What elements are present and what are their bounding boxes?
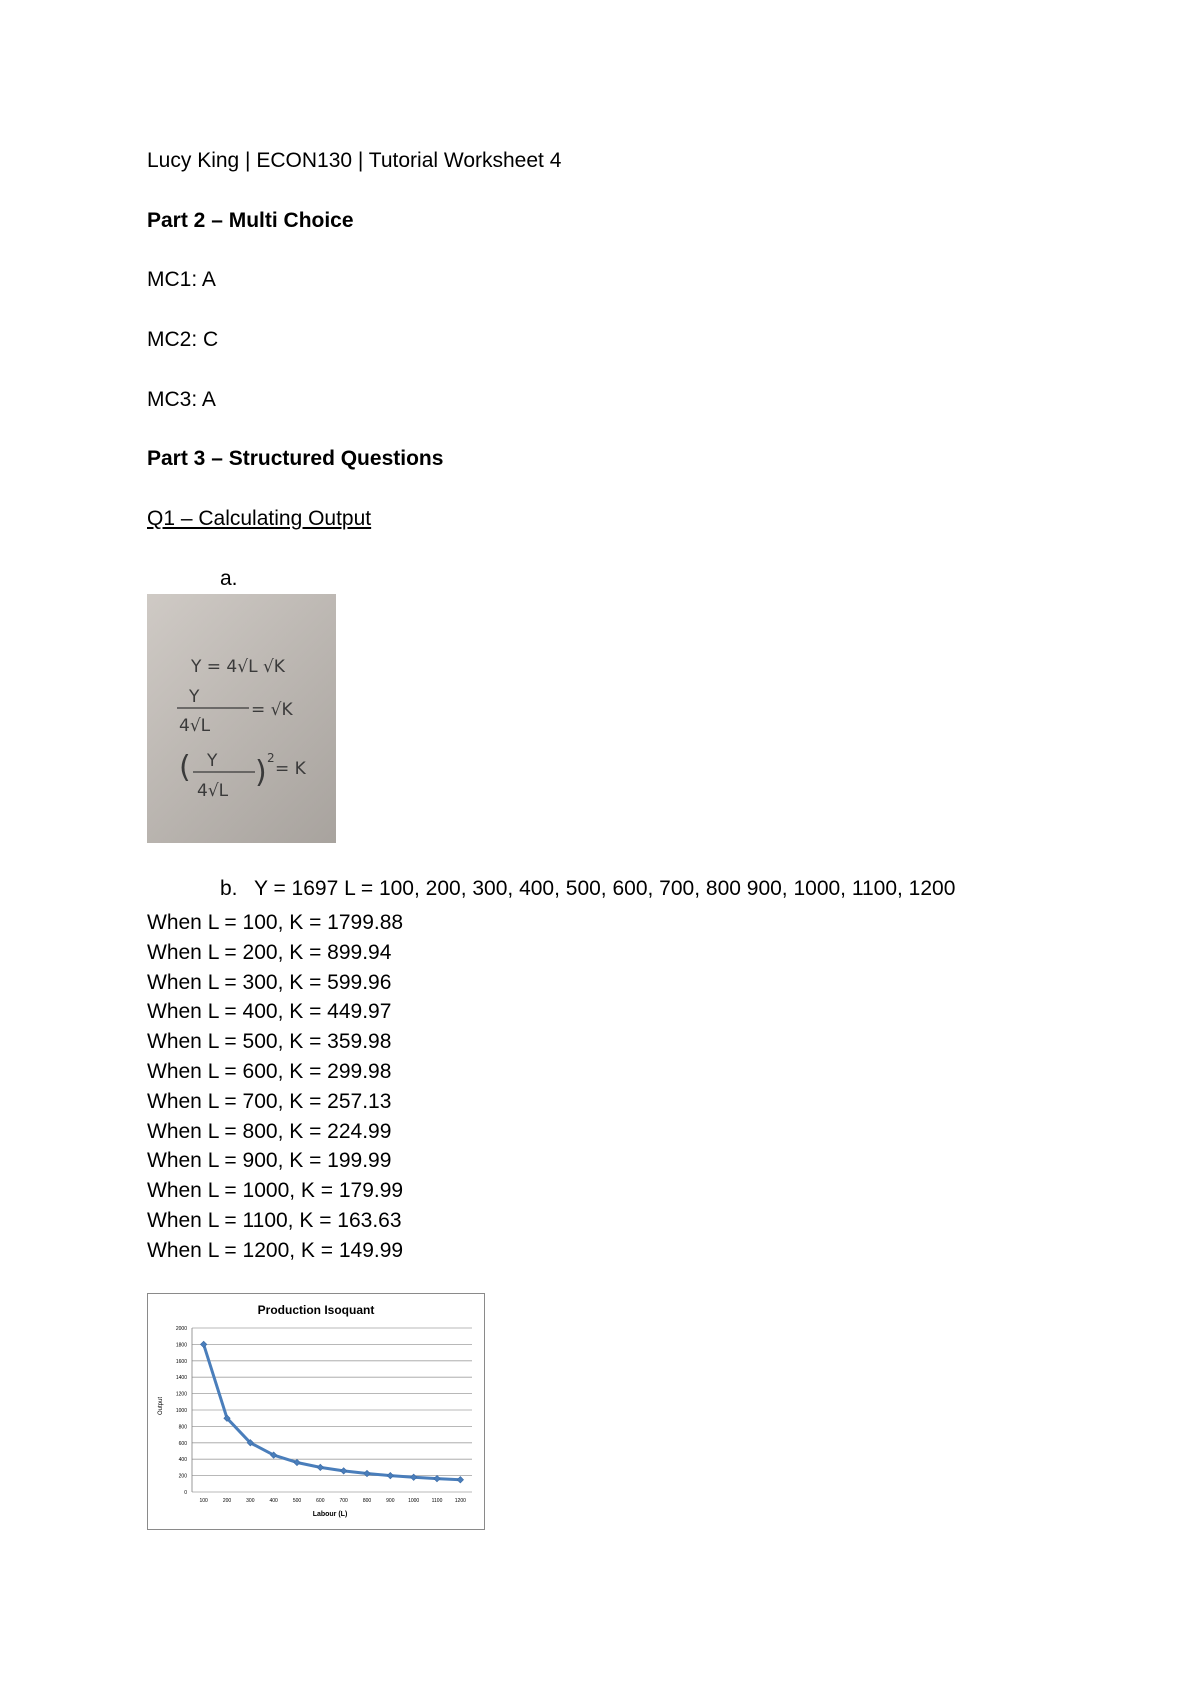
x-tick-label: 300 xyxy=(246,1498,255,1504)
part-a-label: a. xyxy=(220,567,238,590)
part3-heading: Part 3 – Structured Questions xyxy=(147,447,444,470)
handwriting-denominator-2: 4√L xyxy=(197,781,229,801)
data-point xyxy=(457,1477,463,1483)
data-point xyxy=(387,1472,393,1478)
x-axis-label: Labour (L) xyxy=(312,1511,348,1518)
handwriting-drawing xyxy=(147,594,336,843)
handwriting-numerator-2: Y xyxy=(207,751,218,771)
y-tick-label: 1800 xyxy=(175,1342,187,1349)
part-b-label: b. xyxy=(220,877,238,900)
y-axis-label: Output xyxy=(158,1396,164,1416)
handwriting-denominator-1: 4√L xyxy=(179,716,211,736)
result-row: When L = 1200, K = 149.99 xyxy=(147,1238,404,1262)
y-tick-label: 600 xyxy=(178,1440,187,1447)
document-header: Lucy King | ECON130 | Tutorial Worksheet 4 xyxy=(147,149,562,172)
q1-heading: Q1 – Calculating Output xyxy=(147,507,372,530)
x-tick-label: 600 xyxy=(316,1498,325,1504)
x-tick-label: 400 xyxy=(269,1498,278,1504)
handwriting-numerator-1: Y xyxy=(189,687,200,707)
x-tick-label: 1000 xyxy=(408,1498,420,1504)
result-row: When L = 200, K = 899.94 xyxy=(147,940,392,964)
x-tick-label: 700 xyxy=(339,1498,348,1504)
results-list xyxy=(147,908,403,1266)
mc2-answer: MC2: C xyxy=(147,328,219,351)
result-row: When L = 1000, K = 179.99 xyxy=(147,1179,404,1203)
handwriting-rhs-1: = √K xyxy=(251,700,293,720)
x-tick-label: 500 xyxy=(292,1498,302,1504)
chart-svg xyxy=(148,1294,484,1529)
result-row: When L = 1100, K = 163.63 xyxy=(147,1208,402,1232)
result-row: When L = 400, K = 449.97 xyxy=(147,1000,392,1024)
part2-heading: Part 2 – Multi Choice xyxy=(147,209,354,232)
y-tick-label: 1000 xyxy=(175,1408,187,1414)
y-tick-label: 1200 xyxy=(175,1391,187,1398)
result-row: When L = 100, K = 1799.88 xyxy=(147,911,404,934)
result-row: When L = 300, K = 599.96 xyxy=(147,970,392,994)
x-tick-label: 1100 xyxy=(431,1498,443,1504)
y-tick-label: 800 xyxy=(178,1424,187,1431)
handwriting-line-1: Y = 4√L √K xyxy=(191,657,285,677)
handwriting-exponent: 2 xyxy=(267,751,275,765)
result-row: When L = 500, K = 359.98 xyxy=(147,1030,392,1054)
handwriting-paren-open: ( xyxy=(179,750,191,785)
y-tick-label: 400 xyxy=(178,1457,187,1464)
data-point xyxy=(410,1474,416,1480)
y-tick-label: 0 xyxy=(184,1490,187,1496)
data-point xyxy=(340,1468,346,1474)
result-row: When L = 800, K = 224.99 xyxy=(147,1119,392,1143)
x-tick-label: 100 xyxy=(199,1498,208,1504)
data-point xyxy=(317,1464,323,1470)
y-tick-label: 2000 xyxy=(175,1326,187,1332)
x-tick-label: 800 xyxy=(362,1498,372,1504)
handwriting-paren-close: ) xyxy=(255,755,267,790)
y-tick-label: 1400 xyxy=(175,1375,187,1382)
x-tick-label: 900 xyxy=(386,1498,395,1504)
y-tick-label: 200 xyxy=(178,1473,187,1480)
part-b-text: Y = 1697 L = 100, 200, 300, 400, 500, 600, 700, 800 900, 1000, 1100, 1200 xyxy=(254,877,956,900)
handwritten-working-photo xyxy=(147,594,336,843)
chart-title: Production Isoquant xyxy=(257,1303,375,1317)
handwriting-rhs-2: = K xyxy=(275,759,306,779)
data-point xyxy=(434,1475,440,1481)
result-row: When L = 600, K = 299.98 xyxy=(147,1059,392,1083)
production-isoquant-chart xyxy=(147,1293,485,1530)
result-row: When L = 900, K = 199.99 xyxy=(147,1149,392,1173)
y-tick-label: 1600 xyxy=(175,1358,187,1365)
x-tick-label: 1200 xyxy=(454,1498,466,1504)
mc3-answer: MC3: A xyxy=(147,388,216,411)
result-row: When L = 700, K = 257.13 xyxy=(147,1089,392,1113)
mc1-answer: MC1: A xyxy=(147,268,216,291)
x-tick-label: 200 xyxy=(222,1498,232,1504)
